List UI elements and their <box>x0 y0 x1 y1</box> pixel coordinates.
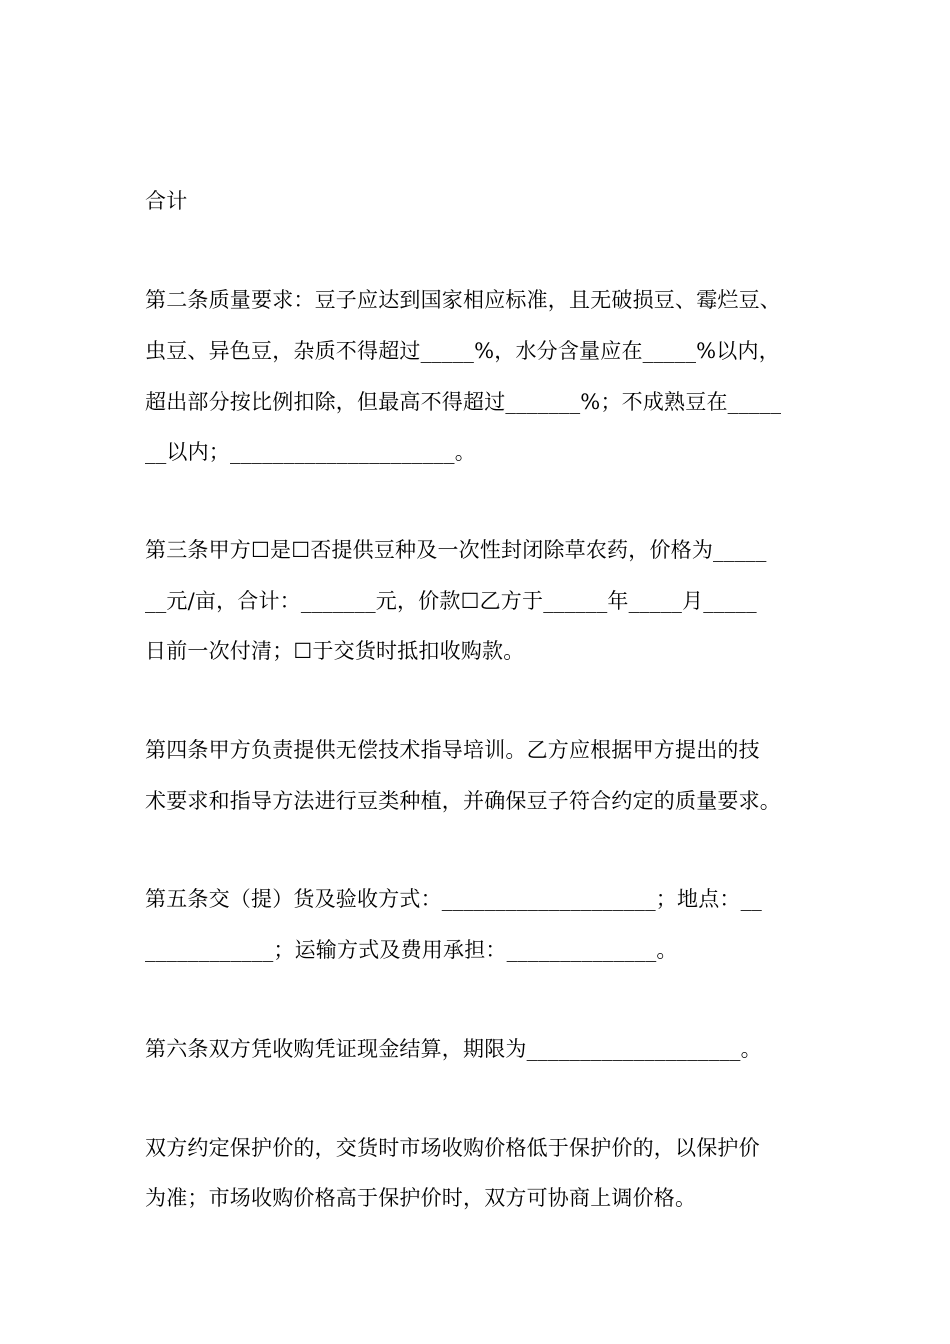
article-4-line-1: 第四条甲方负责提供无偿技术指导培训。乙方应根据甲方提出的技 <box>145 738 760 762</box>
article-2-line-3: 超出部分按比例扣除，但最高不得超过_______%；不成熟豆在_____ <box>145 390 782 414</box>
protection-price-line-1: 双方约定保护价的，交货时市场收购价格低于保护价的，以保护价 <box>145 1136 760 1160</box>
article-3-line-2: __元/亩，合计：_______元，价款☐乙方于______年_____月_____ <box>145 589 757 613</box>
article-2-line-2: 虫豆、异色豆，杂质不得超过_____%，水分含量应在_____%以内， <box>145 339 780 363</box>
article-3-line-3: 日前一次付清；☐于交货时抵扣收购款。 <box>145 639 525 663</box>
article-2-line-1: 第二条质量要求：豆子应达到国家相应标准，且无破损豆、霉烂豆、 <box>145 288 781 312</box>
article-3-line-1: 第三条甲方☐是☐否提供豆种及一次性封闭除草农药，价格为_____ <box>145 538 767 562</box>
article-4-line-2: 术要求和指导方法进行豆类种植，并确保豆子符合约定的质量要求。 <box>145 789 781 813</box>
heading-total: 合计 <box>145 189 188 213</box>
article-6-line-1: 第六条双方凭收购凭证现金结算，期限为____________________。 <box>145 1037 762 1061</box>
article-5-line-1: 第五条交（提）货及验收方式：____________________；地点：__ <box>145 887 762 911</box>
article-5-line-2: ____________；运输方式及费用承担：______________。 <box>145 938 678 962</box>
protection-price-line-2: 为准；市场收购价格高于保护价时，双方可协商上调价格。 <box>145 1186 697 1210</box>
article-2-line-4: __以内；_____________________。 <box>145 440 476 464</box>
